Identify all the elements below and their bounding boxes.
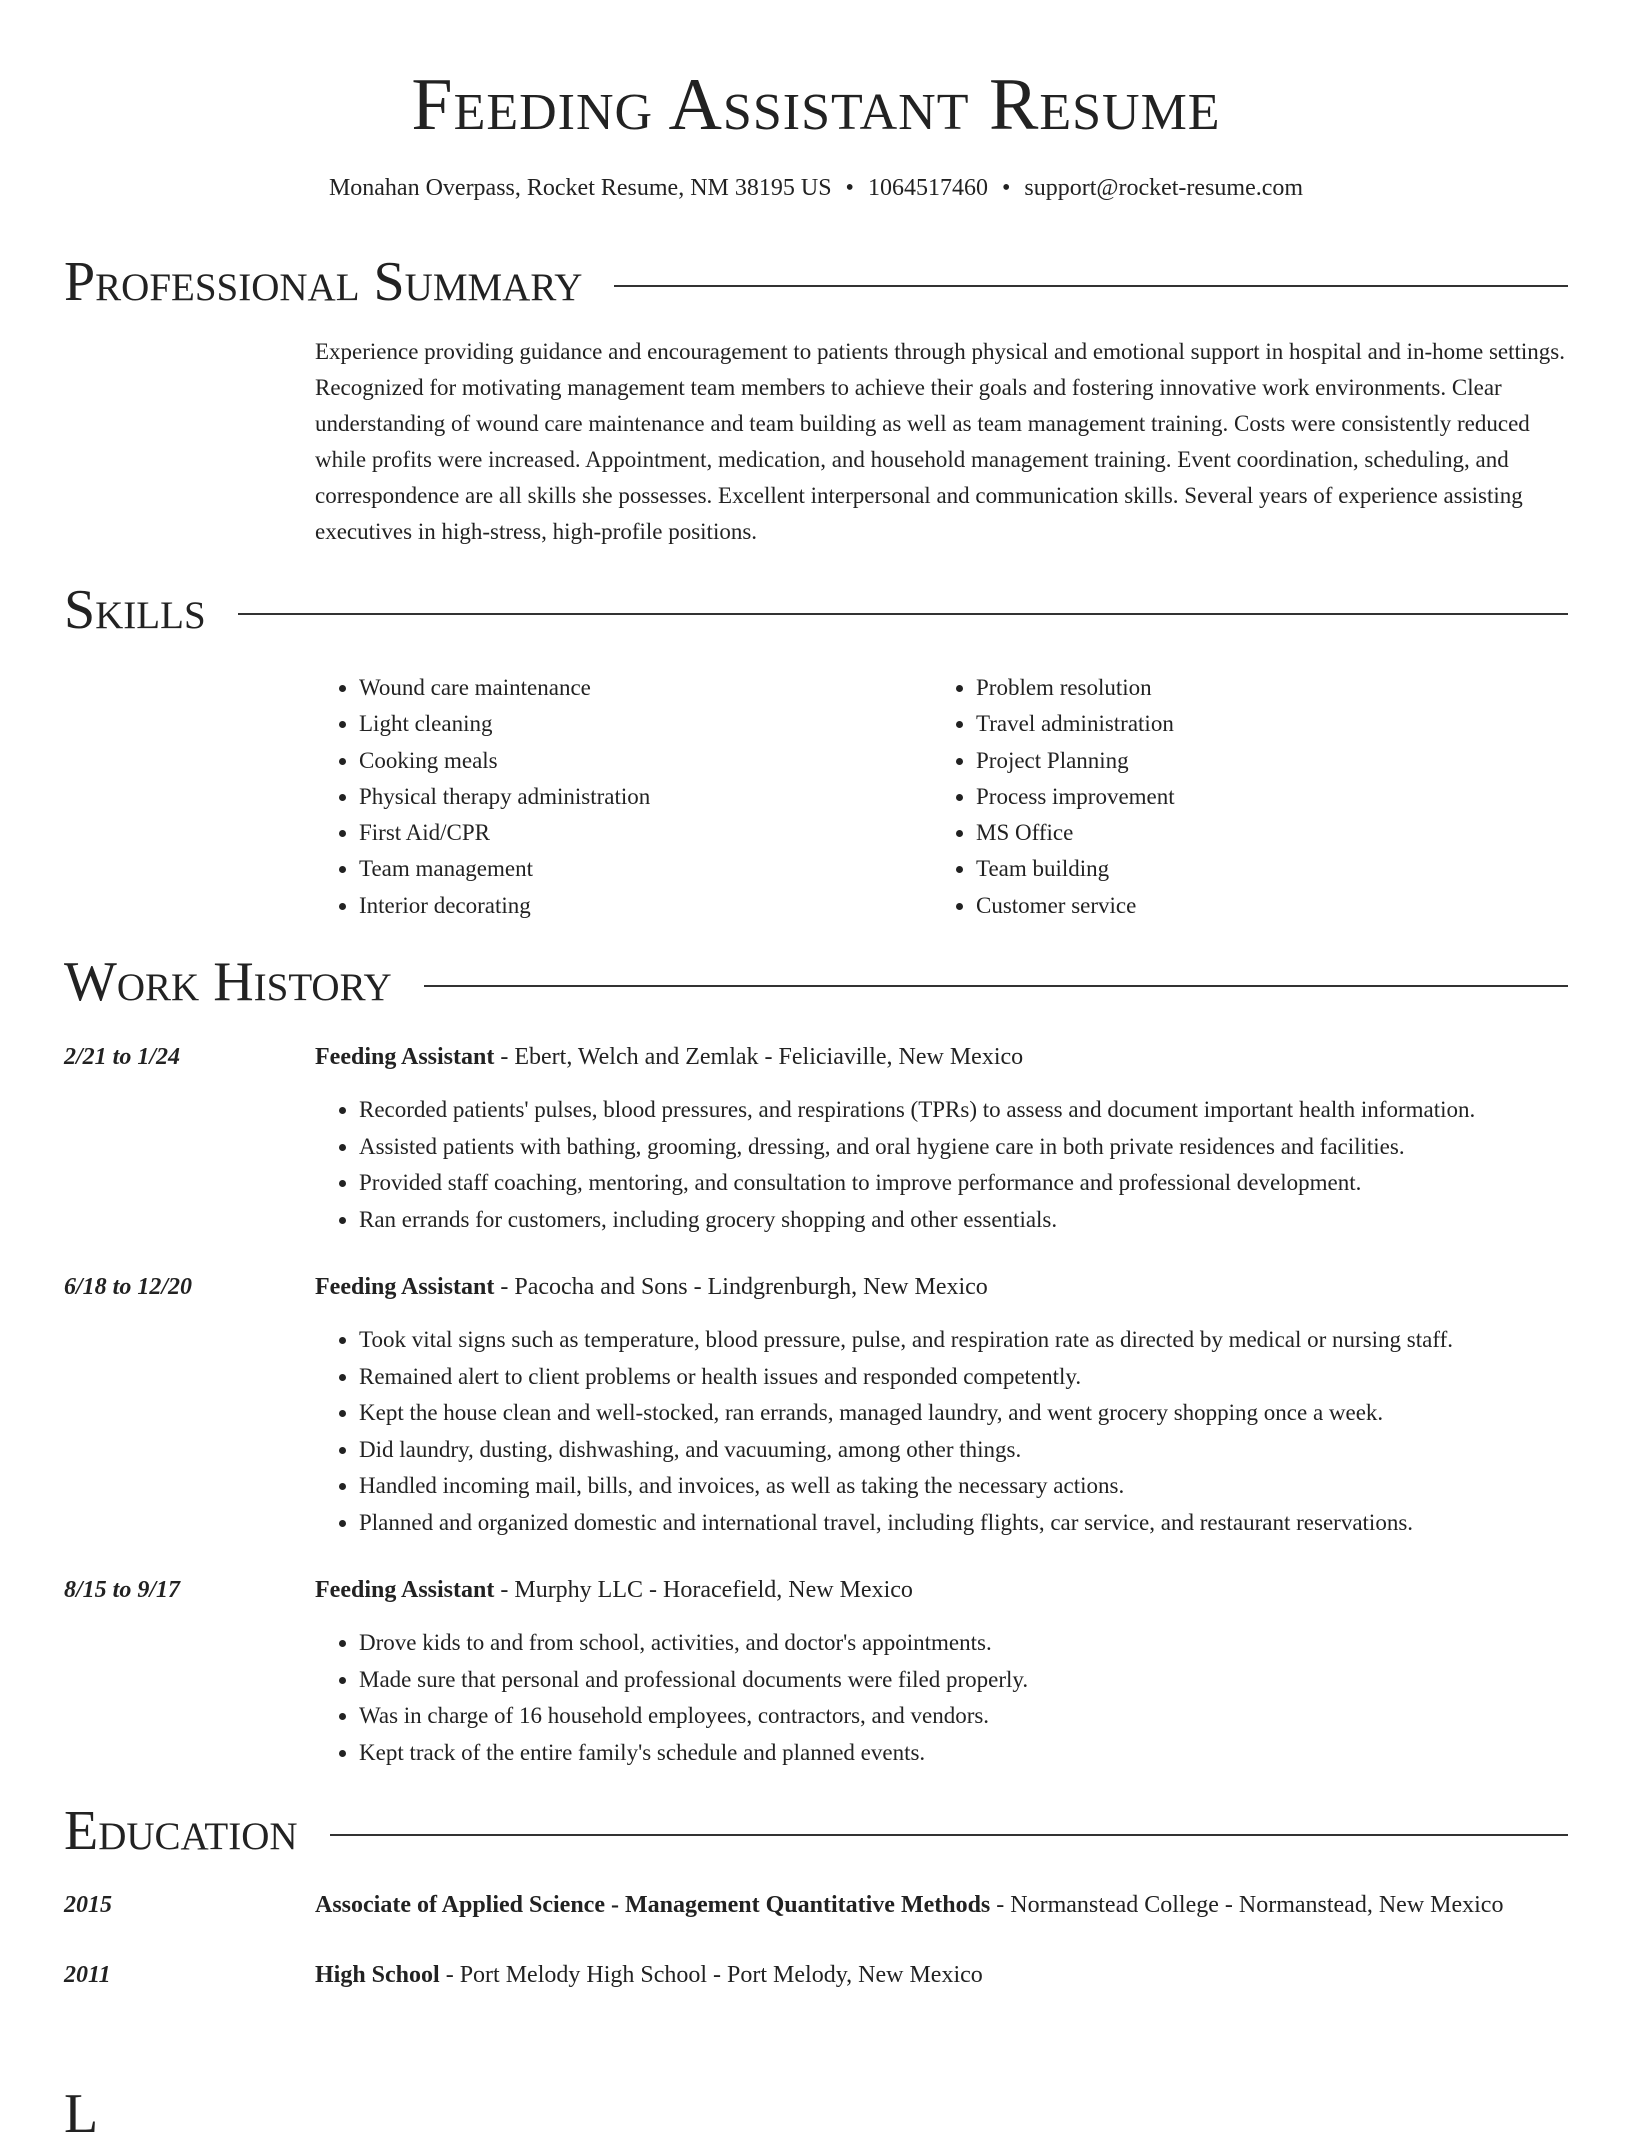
education-list bbox=[64, 1885, 1568, 1995]
job-title: Feeding Assistant bbox=[315, 1274, 495, 1301]
skills-section-header bbox=[64, 578, 1568, 642]
skills-list-left bbox=[315, 670, 932, 924]
job-duties-list bbox=[315, 1092, 1568, 1238]
work-entry bbox=[64, 1573, 1568, 1771]
education-entry bbox=[64, 1955, 1568, 1995]
skill-item: • Customer service bbox=[976, 888, 1549, 924]
job-duty-item: • Kept track of the entire family's schedule and planned events. bbox=[359, 1735, 1568, 1772]
skill-item: • Travel administration bbox=[976, 706, 1549, 742]
work-entry-heading bbox=[315, 1040, 1568, 1074]
skill-item: • Team building bbox=[976, 851, 1549, 887]
contact-line bbox=[64, 172, 1568, 204]
resume-page bbox=[64, 0, 1568, 1995]
school-location: - Port Melody High School - Port Melody, New Mexico bbox=[439, 1962, 983, 1989]
skill-item: • Light cleaning bbox=[359, 706, 932, 742]
job-employer-location: - Murphy LLC - Horacefield, New Mexico bbox=[494, 1577, 913, 1604]
work-entry-body bbox=[315, 1040, 1568, 1238]
skill-item: • MS Office bbox=[976, 815, 1549, 851]
job-employer-location: - Ebert, Welch and Zemlak - Feliciaville, New Mexico bbox=[494, 1044, 1024, 1071]
work-history-list bbox=[64, 1040, 1568, 1771]
work-heading: Work History bbox=[64, 951, 392, 1014]
skill-item: • Project Planning bbox=[976, 743, 1549, 779]
work-dates: 6/18 to 12/20 bbox=[64, 1274, 193, 1301]
contact-separator: • bbox=[1001, 175, 1011, 201]
skill-item: • Cooking meals bbox=[359, 743, 932, 779]
skill-item: • Physical therapy administration bbox=[359, 779, 932, 815]
contact-address: Monahan Overpass, Rocket Resume, NM 38195 US bbox=[328, 175, 832, 201]
job-duty-item: • Ran errands for customers, including grocery shopping and other essentials. bbox=[359, 1202, 1568, 1239]
job-duty-item: • Handled incoming mail, bills, and invoices, as well as taking the necessary actions. bbox=[359, 1468, 1568, 1505]
education-entry-body bbox=[315, 1885, 1568, 1925]
education-year: 2011 bbox=[64, 1962, 111, 1989]
job-duties-list bbox=[315, 1625, 1568, 1771]
section-divider bbox=[614, 285, 1568, 287]
summary-text: Experience providing guidance and encouragement to patients through physical and emotional support in hospital and in-home settings. Recognized for motivating management team members to achieve their goals and fostering innovative work environments. Clear understanding of wound care maintenance and team building as well as team management training. Costs were consistently reduced while profits were increased. Appointment, medication, and household management training. Event coordination, scheduling, and correspondence are all skills she possesses. Excellent interpersonal and communication skills. Several years of experience assisting executives in high-stress, high-profile positions. bbox=[315, 339, 1565, 544]
section-divider bbox=[330, 1834, 1568, 1836]
job-duty-item: • Remained alert to client problems or health issues and responded competently. bbox=[359, 1359, 1568, 1396]
job-duty-item: • Planned and organized domestic and international travel, including flights, car service, and restaurant reservations. bbox=[359, 1505, 1568, 1542]
work-entry bbox=[64, 1040, 1568, 1238]
education-entry-body bbox=[315, 1955, 1568, 1995]
skill-item: • First Aid/CPR bbox=[359, 815, 932, 851]
job-duty-item: • Did laundry, dusting, dishwashing, and vacuuming, among other things. bbox=[359, 1432, 1568, 1469]
work-entry bbox=[64, 1270, 1568, 1541]
contact-phone: 1064517460 bbox=[867, 175, 988, 201]
skill-item: • Problem resolution bbox=[976, 670, 1549, 706]
skill-item: • Interior decorating bbox=[359, 888, 932, 924]
education-year: 2015 bbox=[64, 1892, 112, 1919]
summary-section-header bbox=[64, 250, 1568, 314]
skills-columns bbox=[315, 670, 1568, 924]
job-duty-item: • Was in charge of 16 household employees, contractors, and vendors. bbox=[359, 1698, 1568, 1735]
next-section-heading-partial: L bbox=[64, 2083, 99, 2145]
job-employer-location: - Pacocha and Sons - Lindgrenburgh, New Mexico bbox=[494, 1274, 988, 1301]
section-divider bbox=[238, 613, 1568, 615]
education-entry bbox=[64, 1885, 1568, 1925]
work-entry-body bbox=[315, 1573, 1568, 1771]
work-section-header bbox=[64, 950, 1568, 1014]
work-dates: 2/21 to 1/24 bbox=[64, 1044, 181, 1071]
job-title: Feeding Assistant bbox=[315, 1044, 495, 1071]
summary-heading: Professional Summary bbox=[64, 251, 583, 313]
job-duty-item: • Assisted patients with bathing, grooming, dressing, and oral hygiene care in both private residences and facilities. bbox=[359, 1129, 1568, 1166]
degree-name: High School bbox=[315, 1962, 440, 1989]
job-duty-item: • Drove kids to and from school, activities, and doctor's appointments. bbox=[359, 1625, 1568, 1662]
school-location: - Normanstead College - Normanstead, New Mexico bbox=[990, 1892, 1504, 1919]
skill-item: • Wound care maintenance bbox=[359, 670, 932, 706]
work-entry-body bbox=[315, 1270, 1568, 1541]
skill-item: • Team management bbox=[359, 851, 932, 887]
job-duty-item: • Made sure that personal and professional documents were filed properly. bbox=[359, 1662, 1568, 1699]
work-entry-heading bbox=[315, 1270, 1568, 1304]
skill-item: • Process improvement bbox=[976, 779, 1549, 815]
job-title: Feeding Assistant bbox=[315, 1577, 495, 1604]
job-duty-item: • Took vital signs such as temperature, blood pressure, pulse, and respiration rate as directed by medical or nursing staff. bbox=[359, 1322, 1568, 1359]
job-duty-item: • Recorded patients' pulses, blood pressures, and respirations (TPRs) to assess and document important health information. bbox=[359, 1092, 1568, 1129]
work-dates: 8/15 to 9/17 bbox=[64, 1577, 181, 1604]
degree-name: Associate of Applied Science - Management Quantitative Methods bbox=[315, 1892, 991, 1919]
job-duty-item: • Provided staff coaching, mentoring, and consultation to improve performance and professional development. bbox=[359, 1165, 1568, 1202]
work-entry-heading bbox=[315, 1573, 1568, 1607]
education-section-header bbox=[64, 1799, 1568, 1863]
contact-email: support@rocket-resume.com bbox=[1024, 175, 1304, 201]
job-duty-item: • Kept the house clean and well-stocked, ran errands, managed laundry, and went grocery shopping once a week. bbox=[359, 1395, 1568, 1432]
resume-title: Feeding Assistant Resume bbox=[411, 64, 1221, 146]
skills-heading: Skills bbox=[64, 579, 206, 641]
section-divider bbox=[424, 985, 1568, 987]
skills-list-right bbox=[932, 670, 1549, 924]
job-duties-list bbox=[315, 1322, 1568, 1541]
education-heading: Education bbox=[64, 1800, 298, 1863]
contact-separator: • bbox=[845, 175, 854, 201]
